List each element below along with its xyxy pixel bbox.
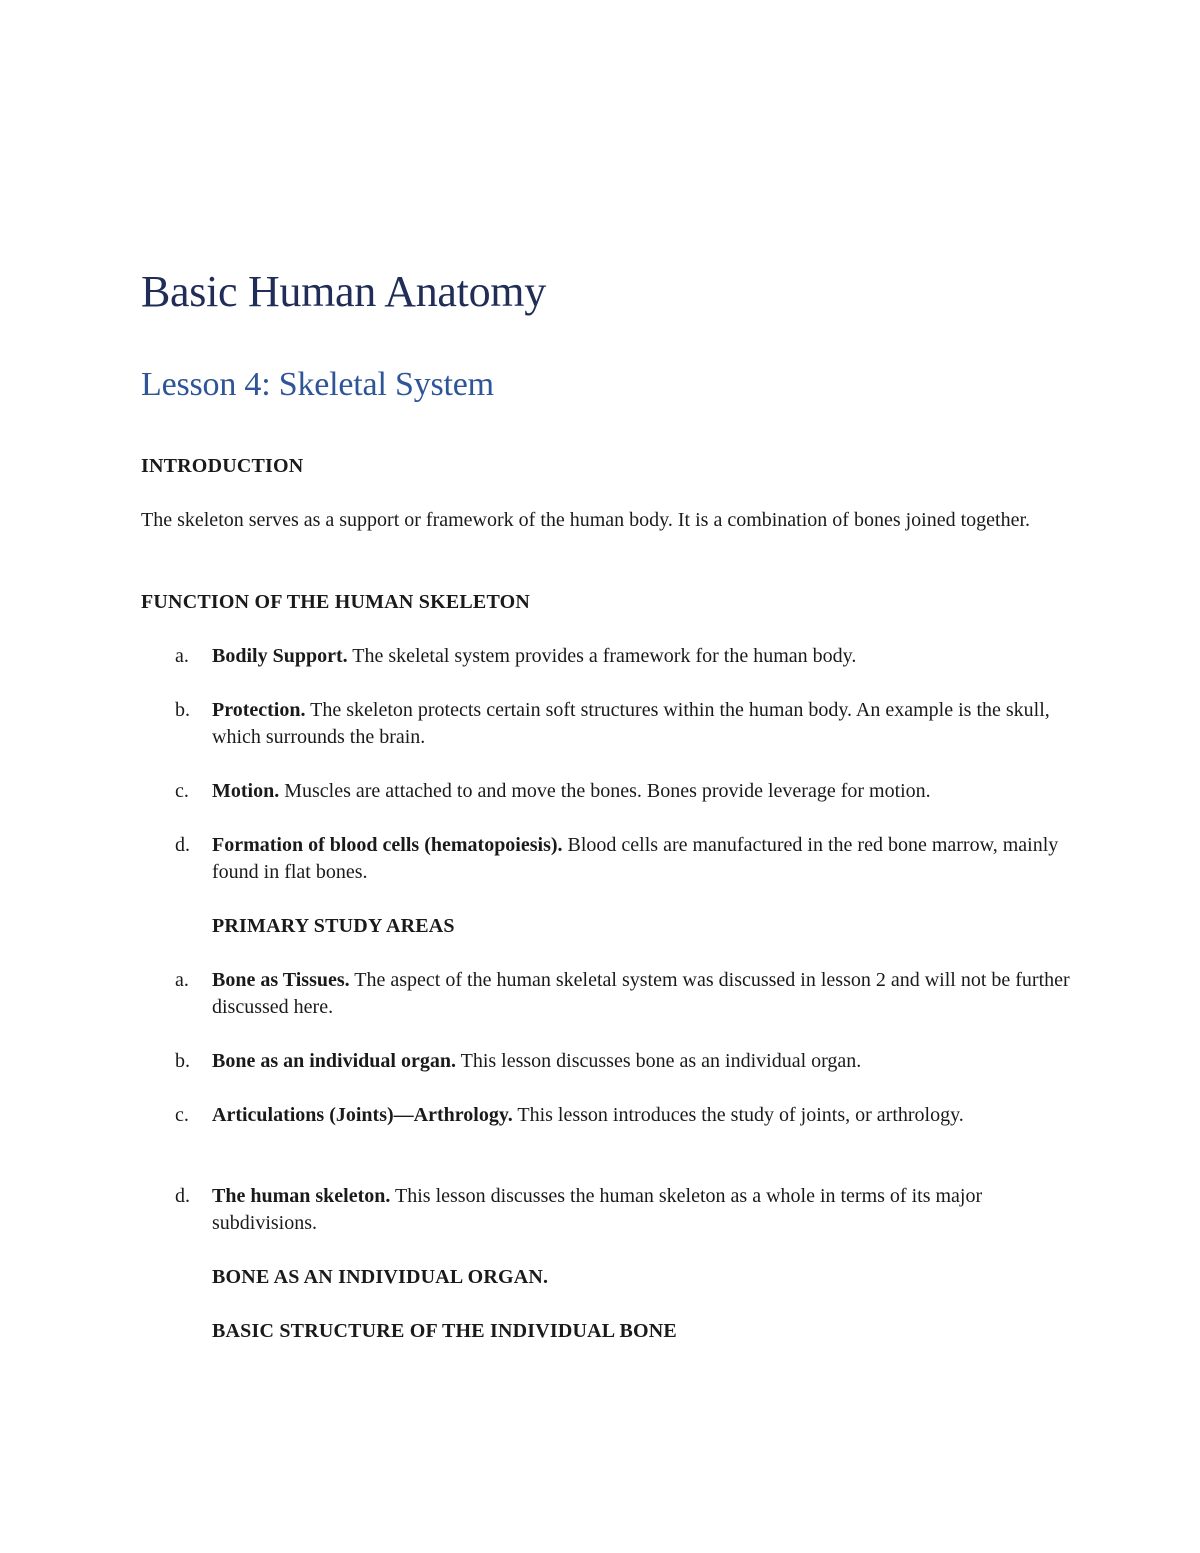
item-lead: The human skeleton. bbox=[212, 1185, 391, 1207]
list-marker: c. bbox=[175, 780, 189, 802]
list-marker: a. bbox=[175, 645, 189, 667]
item-lead: Protection. bbox=[212, 699, 306, 721]
item-text: This lesson introduces the study of joints, or arthrology. bbox=[512, 1104, 964, 1126]
list-marker: c. bbox=[175, 1104, 189, 1126]
list-marker: d. bbox=[175, 1185, 190, 1207]
item-text: Blood cells are manufactured in the red bone marrow, mainly found in flat bones. bbox=[212, 834, 1059, 883]
introduction-heading: INTRODUCTION bbox=[141, 455, 304, 477]
item-lead: Formation of blood cells (hematopoiesis). bbox=[212, 834, 563, 856]
item-text: The aspect of the human skeletal system was discussed in lesson 2 and will not be further discussed here. bbox=[212, 969, 1070, 1018]
basic-structure-heading: BASIC STRUCTURE OF THE INDIVIDUAL BONE bbox=[212, 1320, 677, 1342]
item-text: This lesson discusses the human skeleton as a whole in terms of its major subdivisions. bbox=[212, 1185, 983, 1234]
introduction-paragraph: The skeleton serves as a support or framework of the human body. It is a combination of bones joined together. bbox=[141, 509, 1031, 531]
list-marker: d. bbox=[175, 834, 190, 856]
item-lead: Bone as an individual organ. bbox=[212, 1050, 456, 1072]
study-areas-heading: PRIMARY STUDY AREAS bbox=[212, 915, 455, 937]
item-text: The skeletal system provides a framework for the human body. bbox=[347, 645, 857, 667]
lesson-subtitle: Lesson 4: Skeletal System bbox=[141, 366, 494, 403]
item-lead: Motion. bbox=[212, 780, 280, 802]
item-text: The skeleton protects certain soft structures within the human body. An example is the skull, which surrounds the brain. bbox=[212, 699, 1050, 748]
item-lead: Articulations (Joints)—Arthrology. bbox=[212, 1104, 513, 1126]
item-text: This lesson discusses bone as an individual organ. bbox=[455, 1050, 862, 1072]
list-marker: a. bbox=[175, 969, 189, 991]
item-text: Muscles are attached to and move the bones. Bones provide leverage for motion. bbox=[279, 780, 931, 802]
item-lead: Bone as Tissues. bbox=[212, 969, 350, 991]
list-marker: b. bbox=[175, 1050, 190, 1072]
bone-organ-heading: BONE AS AN INDIVIDUAL ORGAN. bbox=[212, 1266, 549, 1288]
document-title: Basic Human Anatomy bbox=[141, 267, 546, 316]
item-lead: Bodily Support. bbox=[212, 645, 348, 667]
list-marker: b. bbox=[175, 699, 190, 721]
function-heading: FUNCTION OF THE HUMAN SKELETON bbox=[141, 591, 531, 613]
